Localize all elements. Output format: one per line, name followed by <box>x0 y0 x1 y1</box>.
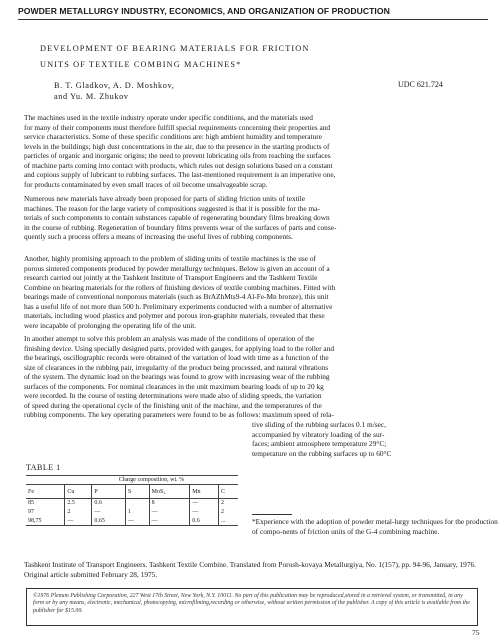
paragraph-line: temperature on the rubbing surfaces up to 60°C <box>252 448 392 458</box>
table-column-header: Cu <box>65 485 92 499</box>
paragraph-4-continued <box>252 420 480 458</box>
table-cell: — <box>92 508 125 517</box>
paragraph-line: for many of their components must therefore fulfill special requirements concerning their properties and <box>24 122 331 132</box>
paragraph-4 <box>24 334 480 420</box>
article-title-line1: DEVELOPMENT OF BEARING MATERIALS FOR FRICTION <box>40 44 310 53</box>
udc-code: UDC 621.724 <box>398 80 443 89</box>
paragraph-line: Numerous new materials have already been proposed for parts of sliding friction units of textile <box>24 194 306 203</box>
paragraph-line: tive sliding of the rubbing surfaces 0.1 m/sec, <box>252 420 386 429</box>
paragraph-line: porous sintered components produced by powder metallurgy techniques. Below is given an account of a <box>24 263 330 273</box>
paragraph-line: machines. The reason for the large variety of compositions suggested is that it is possible for the ma- <box>24 203 320 213</box>
footnote-rule <box>252 514 292 515</box>
table-cell: — <box>190 508 219 517</box>
paragraph-line: The machines used in the textile industry operate under specific conditions, and the materials used <box>24 113 313 122</box>
credit-line: kovaya Metallurgiya, No. 1(157), pp. 94-96, January, 1976. Original article submitted February 28, 1975. <box>24 560 477 579</box>
header-rule <box>18 19 488 20</box>
table-cell: — <box>65 517 92 526</box>
table-cell: 0.6 <box>92 499 125 508</box>
page-number: 75 <box>472 628 480 637</box>
paragraph-line: the bearings, oscillographic records were obtained of the variation of load with time as a function of the <box>24 353 329 363</box>
paragraph-line: were incapable of prolonging the operating life of the unit. <box>24 320 197 330</box>
table-cell: ... <box>219 517 238 526</box>
paragraph-line: rubbing components. The key operating parameters were found to be as follows: maximum speed of rela- <box>24 410 334 420</box>
table-column-header: Fe <box>26 485 65 499</box>
table-cell: 2 <box>219 508 238 517</box>
paragraph-1 <box>24 113 480 189</box>
paragraph-line: for products contaminated by even small traces of oil become unsalvageable scrap. <box>24 179 268 189</box>
composition-table <box>26 475 238 526</box>
table-row <box>26 499 238 508</box>
footnote-line: lurgy techniques for the production of compo- <box>252 517 498 536</box>
table-column-header: MoS₂ <box>149 485 190 499</box>
paragraph-line: terials of such components to contain substances capable of regenerating boundary films breaking down <box>24 213 330 223</box>
paragraph-line: Combine on bearing materials for the rollers of finishing devices of textile combing machines. Fitted with <box>24 282 336 292</box>
table-title: TABLE 1 <box>26 463 61 472</box>
paragraph-2 <box>24 194 480 242</box>
copyright-line: recording or otherwise, without written permission of the publisher. A copy of this article is available from the publisher for $15.00. <box>33 600 470 614</box>
paragraph-line: has a useful life of not more than 500 h. Preliminary experiments conducted with a number of alternative <box>24 301 333 311</box>
table-cell: 0.6 <box>190 517 219 526</box>
table-cell: 1 <box>125 508 149 517</box>
table-column-header: Mn <box>190 485 219 499</box>
paragraph-line: Another, highly promising approach to the problem of sliding units of textile machines is the use of <box>24 254 316 263</box>
authors-line2: and Yu. M. Zhukov <box>54 92 129 101</box>
paragraph-line: of speed during the operational cycle of the finishing unit of the machine, and the temperatures of the <box>24 400 322 410</box>
paragraph-line: size of clearances in the rubbing pair, irregularity of the product being processed, and natural vibrations <box>24 362 329 372</box>
table-row <box>26 517 238 526</box>
paragraph-3 <box>24 254 480 330</box>
table-cell: 2.5 <box>65 499 92 508</box>
credit-line: Tashkent Institute of Transport Engineers. Tashkent Textile Combine. Translated from Porosh- <box>24 560 302 569</box>
table-cell <box>125 499 149 508</box>
table-cell: 98,75 <box>26 517 65 526</box>
paragraph-line: accompanied by vibratory loading of the sur- <box>252 429 385 439</box>
paragraph-line: research carried out jointly at the Tashkent Institute of Transport Engineers and the Tashkent Textile <box>24 273 318 283</box>
paragraph-line: finishing device. Using specially designed parts, provided with gauges, for applying load to the roller and <box>24 343 334 353</box>
table-cell: — <box>149 508 190 517</box>
paragraph-line: in the course of rubbing. Regeneration of boundary films prevents wear of the surfaces of parts and conse- <box>24 222 337 232</box>
paragraph-line: quently such a process offers a means of increasing the useful lives of rubbing components. <box>24 232 293 242</box>
paragraph-line: bearings made of conventional nonporous materials (such as BrAZhMts9-4 Al-Fe-Mn bronze), this unit <box>24 292 329 302</box>
table-column-header: C <box>219 485 238 499</box>
table-cell: — <box>190 499 219 508</box>
table-column-header: S <box>125 485 149 499</box>
table-cell: 2 <box>65 508 92 517</box>
table-cell: 85 <box>28 500 34 507</box>
paragraph-line: of the system. The dynamic load on the bearings was found to grow with increasing wear of the rubbing <box>24 372 330 382</box>
paragraph-line: levels in the buildings; high dust concentrations in the air, due to the presence in the starting products of <box>24 141 330 151</box>
copyright-box <box>26 588 478 626</box>
table-cell: 97 <box>28 509 34 515</box>
footnote-line: *Experience with the adoption of powder metal- <box>252 517 395 526</box>
paragraph-line: were recorded. In the course of testing determinations were made also of sliding speeds, the variation <box>24 391 322 401</box>
footnote <box>252 517 504 536</box>
paragraph-line: surfaces of the components. For nominal clearances in the unit maximum bearing loads of up to 20 kg <box>24 381 324 391</box>
running-header: POWDER METALLURGY INDUSTRY, ECONOMICS, AND ORGANIZATION OF PRODUCTION <box>18 6 390 16</box>
paragraph-line: of machine parts coming into contact with products, which rules out design solutions based on a constant <box>24 160 333 170</box>
copyright-line: ©1976 Plenum Publishing Corporation, 227 West 17th Street, New York, N.Y. 10011. No part of this publication may be reproduced, <box>33 593 345 599</box>
authors-line1: B. T. Gladkov, A. D. Moshkov, <box>54 81 175 90</box>
table-cell: — <box>149 517 190 526</box>
article-title-line2: UNITS OF TEXTILE COMBING MACHINES* <box>40 60 242 69</box>
paragraph-line: and copious supply of lubricant to rubbing surfaces. The last-mentioned requirement is an imperative one, <box>24 170 336 180</box>
table-cell: 8 <box>149 499 190 508</box>
paragraph-line: particles of organic and inorganic origins; the need to prevent lubricating oils from reaching the surfaces <box>24 151 331 161</box>
paragraph-line: In another attempt to solve this problem an analysis was made of the conditions of operation of the <box>24 334 315 343</box>
copyright-line: stored in a retrieval system, or transmitted, in any form or by any means, electronic, mechanical, photocopying, microfilming, <box>33 593 463 607</box>
table-column-header: P <box>92 485 125 499</box>
paragraph-line: faces; ambient atmosphere temperature 29°C; <box>252 439 387 449</box>
paragraph-line: materials, including wood plastics and polymer and porous iron-graphite materials, revealed that these <box>24 311 325 321</box>
footnote-line: nents of friction units of the G-4 combining machine. <box>282 526 440 536</box>
table-cell: 0.65 <box>92 517 125 526</box>
table-group-header: Charge composition, wt. % <box>65 476 238 485</box>
paragraph-line: service characteristics. Some of these specific conditions are: high ambient humidity and temperature <box>24 132 322 142</box>
table-row <box>26 508 238 517</box>
table-cell: 2 <box>219 499 238 508</box>
table-cell: — <box>125 517 149 526</box>
affiliation-credit <box>24 560 480 579</box>
